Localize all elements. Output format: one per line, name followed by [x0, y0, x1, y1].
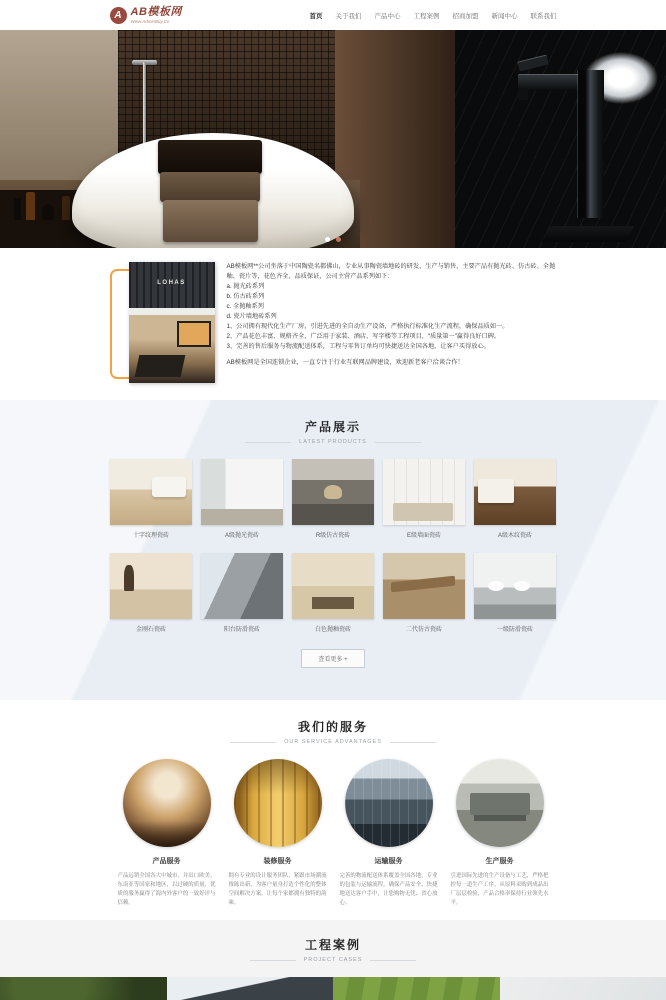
storefront-window — [177, 321, 211, 347]
about-point-1: 1、公司拥有现代化生产厂房，引进先进的全自动生产设备，严格执行标准化生产流程，确保品质如一。 — [226, 323, 509, 331]
product-card[interactable] — [383, 553, 465, 633]
bottle — [26, 192, 35, 220]
product-grid — [0, 459, 666, 633]
product-name: 十字纹理瓷砖 — [132, 533, 169, 539]
service-title: 生产服务 — [485, 858, 514, 865]
cases-subtitle: PROJECT CASES — [0, 957, 666, 963]
towel-dark — [158, 140, 262, 174]
cases-section — [0, 920, 666, 1000]
product-card[interactable] — [110, 459, 192, 539]
about-point-2: 2、产品花色丰富、规格齐全，广泛用于家装、酒店、写字楼等工程项目，“质量第一”赢得良好口碑。 — [226, 333, 501, 341]
shower-pole — [143, 62, 146, 146]
service-title: 产品服务 — [152, 858, 181, 865]
carousel-dot[interactable] — [336, 237, 341, 242]
product-name: 阳台防滑瓷砖 — [223, 627, 260, 633]
towel-light — [163, 200, 258, 242]
site-header — [0, 0, 666, 30]
product-name: 白色抛釉瓷砖 — [314, 627, 351, 633]
bathroom-wall — [0, 30, 122, 182]
nav-item-franchise[interactable]: 招商加盟 — [452, 12, 479, 20]
product-card[interactable] — [474, 459, 556, 539]
product-card[interactable] — [201, 459, 283, 539]
service-desc: 引进国际先进的生产设备与工艺，严格把控每一道生产工序，从原料采购到成品出厂层层检验，产品合格率保持行业领先水平。 — [450, 873, 549, 906]
bottle — [14, 198, 21, 220]
logo-title: AB模板网 — [130, 5, 182, 18]
product-card[interactable] — [383, 459, 465, 539]
service-image-workshop — [456, 759, 544, 847]
view-more-button[interactable]: 查看更多 + — [301, 649, 364, 668]
about-list-b: b. 仿古砖系列 — [226, 293, 265, 301]
service-title: 运输服务 — [374, 858, 403, 865]
hero-slide-bathtub — [0, 30, 455, 248]
product-name: 二代仿古瓷砖 — [405, 627, 442, 633]
jar — [42, 204, 54, 220]
product-name: R级仿古瓷砖 — [315, 533, 351, 539]
product-image — [292, 553, 374, 619]
storefront-canopy — [129, 308, 215, 315]
case-image-building[interactable] — [167, 977, 334, 1000]
storefront-photo — [129, 262, 215, 383]
about-figure — [110, 262, 216, 384]
logo-icon: A — [110, 7, 127, 24]
product-card[interactable] — [292, 553, 374, 633]
product-name: 金刚石瓷砖 — [135, 627, 166, 633]
nav-item-contact[interactable]: 联系我们 — [530, 12, 557, 20]
products-subtitle: LATEST PRODUCTS — [0, 439, 666, 445]
product-image — [383, 459, 465, 525]
service-item — [333, 759, 444, 908]
service-image-factory — [345, 759, 433, 847]
product-name: 一级防滑瓷砖 — [496, 627, 533, 633]
nav-item-home[interactable]: 首页 — [309, 12, 323, 20]
nav-item-news[interactable]: 新闻中心 — [491, 12, 518, 20]
about-list-a: a. 抛光砖系列 — [226, 283, 265, 291]
product-image — [292, 459, 374, 525]
product-image — [201, 553, 283, 619]
hero-slide-faucet — [455, 30, 666, 248]
about-intro: AB模板网**公司坐落于中国陶瓷名都佛山，专业从事陶瓷墙地砖的研发、生产与销售，主要产品有抛光砖、仿古砖、全抛釉、瓷片等，花色齐全、品质保证，公司主营产品系列如下： — [226, 263, 556, 281]
service-title: 装修服务 — [263, 858, 292, 865]
service-item — [222, 759, 333, 908]
service-item — [444, 759, 555, 908]
faucet-spout-tip — [518, 88, 528, 100]
storefront-counter — [134, 355, 185, 377]
service-image-golden-hall — [234, 759, 322, 847]
carousel-dot-active[interactable] — [325, 237, 330, 242]
product-image — [474, 459, 556, 525]
about-section — [0, 248, 666, 400]
product-image — [110, 459, 192, 525]
nav-item-cases[interactable]: 工程案例 — [413, 12, 440, 20]
product-image — [110, 553, 192, 619]
product-image — [201, 459, 283, 525]
service-desc: 产品远销全国各大中城市，并出口欧美、东南亚等国家和地区，以过硬的质量、优质的服务赢得了海内外客户的一致好评与信赖。 — [117, 873, 216, 906]
product-image — [383, 553, 465, 619]
product-name: A级木纹瓷砖 — [497, 533, 532, 539]
about-text — [227, 262, 557, 384]
services-title: 我们的服务 — [297, 720, 368, 734]
services-subtitle: OUR SERVICE ADVANTAGES — [0, 739, 666, 745]
nav-item-about[interactable]: 关于我们 — [335, 12, 362, 20]
bottle — [62, 196, 70, 220]
case-image-garden[interactable] — [0, 977, 167, 1000]
about-list-c: c. 全抛釉系列 — [226, 303, 264, 311]
about-list-d: d. 瓷片墙地砖系列 — [226, 313, 277, 321]
case-strip — [0, 977, 666, 1000]
services-section — [0, 700, 666, 920]
product-name: E级墙面瓷砖 — [406, 533, 441, 539]
about-point-3: 3、完善的售后服务与物流配送体系，工程与零售订单均可快捷送达全国各地，让客户买得放心。 — [226, 343, 490, 351]
logo[interactable] — [110, 7, 182, 24]
product-card[interactable] — [292, 459, 374, 539]
case-image-light[interactable] — [500, 977, 666, 1000]
logo-subtitle: Www.AdminBuy.Cn — [130, 18, 170, 24]
cases-title: 工程案例 — [304, 938, 361, 952]
main-nav — [310, 11, 557, 20]
service-item — [111, 759, 222, 908]
case-image-golf-course[interactable] — [333, 977, 500, 1000]
storefront-interior — [129, 315, 215, 383]
product-name: A级抛光瓷砖 — [224, 533, 259, 539]
faucet-handle — [517, 55, 549, 72]
product-card[interactable] — [474, 553, 556, 633]
carousel-dots — [0, 237, 666, 242]
nav-item-products[interactable]: 产品中心 — [374, 12, 401, 20]
about-closing: AB模板网是全国连锁企业，一直专注于行业互联网品牌建设，欢迎新老客户洽谈合作！ — [226, 359, 464, 367]
services-row — [0, 759, 666, 908]
service-desc: 拥有专业的设计服务团队，紧跟市场潮流推陈出新，为客户量身打造个性化的整体空间解决方案，让每个家都拥有独特的韵味。 — [228, 873, 327, 906]
product-image — [474, 553, 556, 619]
product-card[interactable] — [201, 553, 283, 633]
storefront-facade — [129, 262, 215, 308]
service-desc: 完善的物流配送体系覆盖全国各地，专业的包装与运输流程，确保产品安全、快捷地送达客户手中，让您购物无忧、省心放心。 — [339, 873, 438, 906]
storefront-sign: LOHAS — [157, 280, 186, 286]
products-section — [0, 400, 666, 700]
products-title: 产品展示 — [304, 420, 361, 434]
towel-brown — [160, 172, 260, 202]
faucet-body — [578, 70, 604, 218]
product-card[interactable] — [110, 553, 192, 633]
hero-carousel — [0, 30, 666, 248]
service-image-showroom — [123, 759, 211, 847]
